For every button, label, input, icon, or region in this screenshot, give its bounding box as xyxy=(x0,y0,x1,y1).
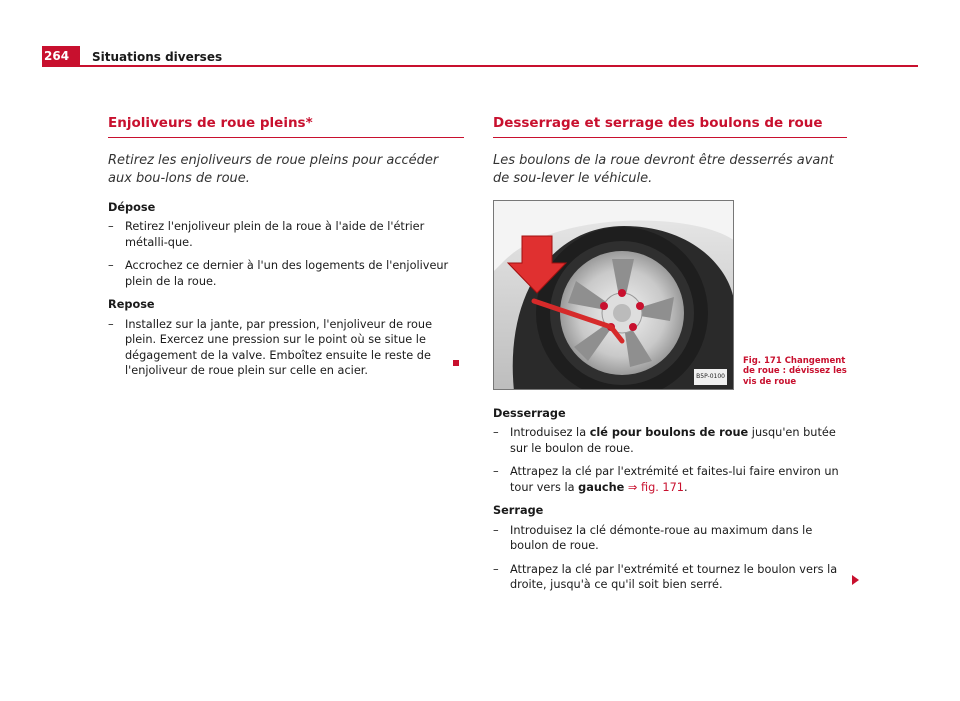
tighten-heading: Serrage xyxy=(493,504,544,517)
end-of-section-square xyxy=(453,360,459,366)
list-item xyxy=(108,219,464,250)
removal-heading: Dépose xyxy=(108,200,156,214)
list-item-text: Retirez l'enjoliveur plein de la roue à l'aide de l'étrier métalli-que. xyxy=(125,220,425,249)
figure-171 xyxy=(493,200,847,390)
list-dash: – xyxy=(493,465,499,478)
figure-reference-link[interactable]: ⇒ fig. 171 xyxy=(624,480,684,494)
left-heading: Enjoliveurs de roue pleins* xyxy=(108,116,464,138)
list-item xyxy=(493,464,847,495)
left-intro: Retirez les enjoliveurs de roue pleins pour accéder aux bou-lons de roue. xyxy=(108,152,439,186)
list-item xyxy=(493,562,847,593)
list-item-text: Introduisez la clé démonte-roue au maximum dans le boulon de roue. xyxy=(510,523,813,552)
list-item xyxy=(108,317,464,379)
list-item-text: Installez sur la jante, par pression, l'enjoliveur de roue plein. Exercez une pression sur le point où se situe le dégagement de la valve. Emboîtez ensuite le reste de l'enjoliveur de roue plein sur celle en acier. xyxy=(125,317,433,377)
right-column xyxy=(493,116,847,601)
figure-caption: Fig. 171 Changement de roue : dévissez les vis de roue xyxy=(743,355,847,387)
right-heading: Desserrage et serrage des boulons de roue xyxy=(493,116,847,138)
list-dash: – xyxy=(108,317,114,331)
list-item xyxy=(108,258,464,289)
list-item-text-post: jusqu'en butée sur le boulon de roue. xyxy=(510,426,836,455)
continue-arrow-icon xyxy=(852,575,859,585)
header-rule xyxy=(42,65,918,67)
list-item-text-pre: Attrapez la clé par l'extrémité et faites-lui faire environ un tour vers la xyxy=(510,465,839,494)
list-item-text-post: . xyxy=(684,480,688,494)
list-item-text-pre: Introduisez la xyxy=(510,426,590,439)
install-heading: Repose xyxy=(108,298,155,311)
list-item-text-bold: gauche xyxy=(578,480,625,494)
page-number: 264 xyxy=(42,46,80,66)
list-dash: – xyxy=(108,220,114,233)
list-dash: – xyxy=(493,562,499,576)
right-intro: Les boulons de la roue devront être desserrés avant de sou-lever le véhicule. xyxy=(493,152,834,186)
figure-code: B5P-0100 xyxy=(694,369,727,385)
list-item xyxy=(493,425,847,456)
list-dash: – xyxy=(108,259,114,272)
list-item-text: Accrochez ce dernier à l'un des logements de l'enjoliveur plein de la roue. xyxy=(125,259,449,288)
loosen-heading: Desserrage xyxy=(493,406,566,420)
left-column xyxy=(108,116,464,387)
list-item-text: Attrapez la clé par l'extrémité et tournez le boulon vers la droite, jusqu'à ce qu'il soit bien serré. xyxy=(510,562,838,591)
section-title: Situations diverses xyxy=(92,50,223,64)
list-item xyxy=(493,523,847,554)
list-dash: – xyxy=(493,523,499,537)
wheel-wrench-illustration xyxy=(493,200,734,390)
list-dash: – xyxy=(493,426,499,439)
list-item-text-bold: clé pour boulons de roue xyxy=(589,426,749,439)
